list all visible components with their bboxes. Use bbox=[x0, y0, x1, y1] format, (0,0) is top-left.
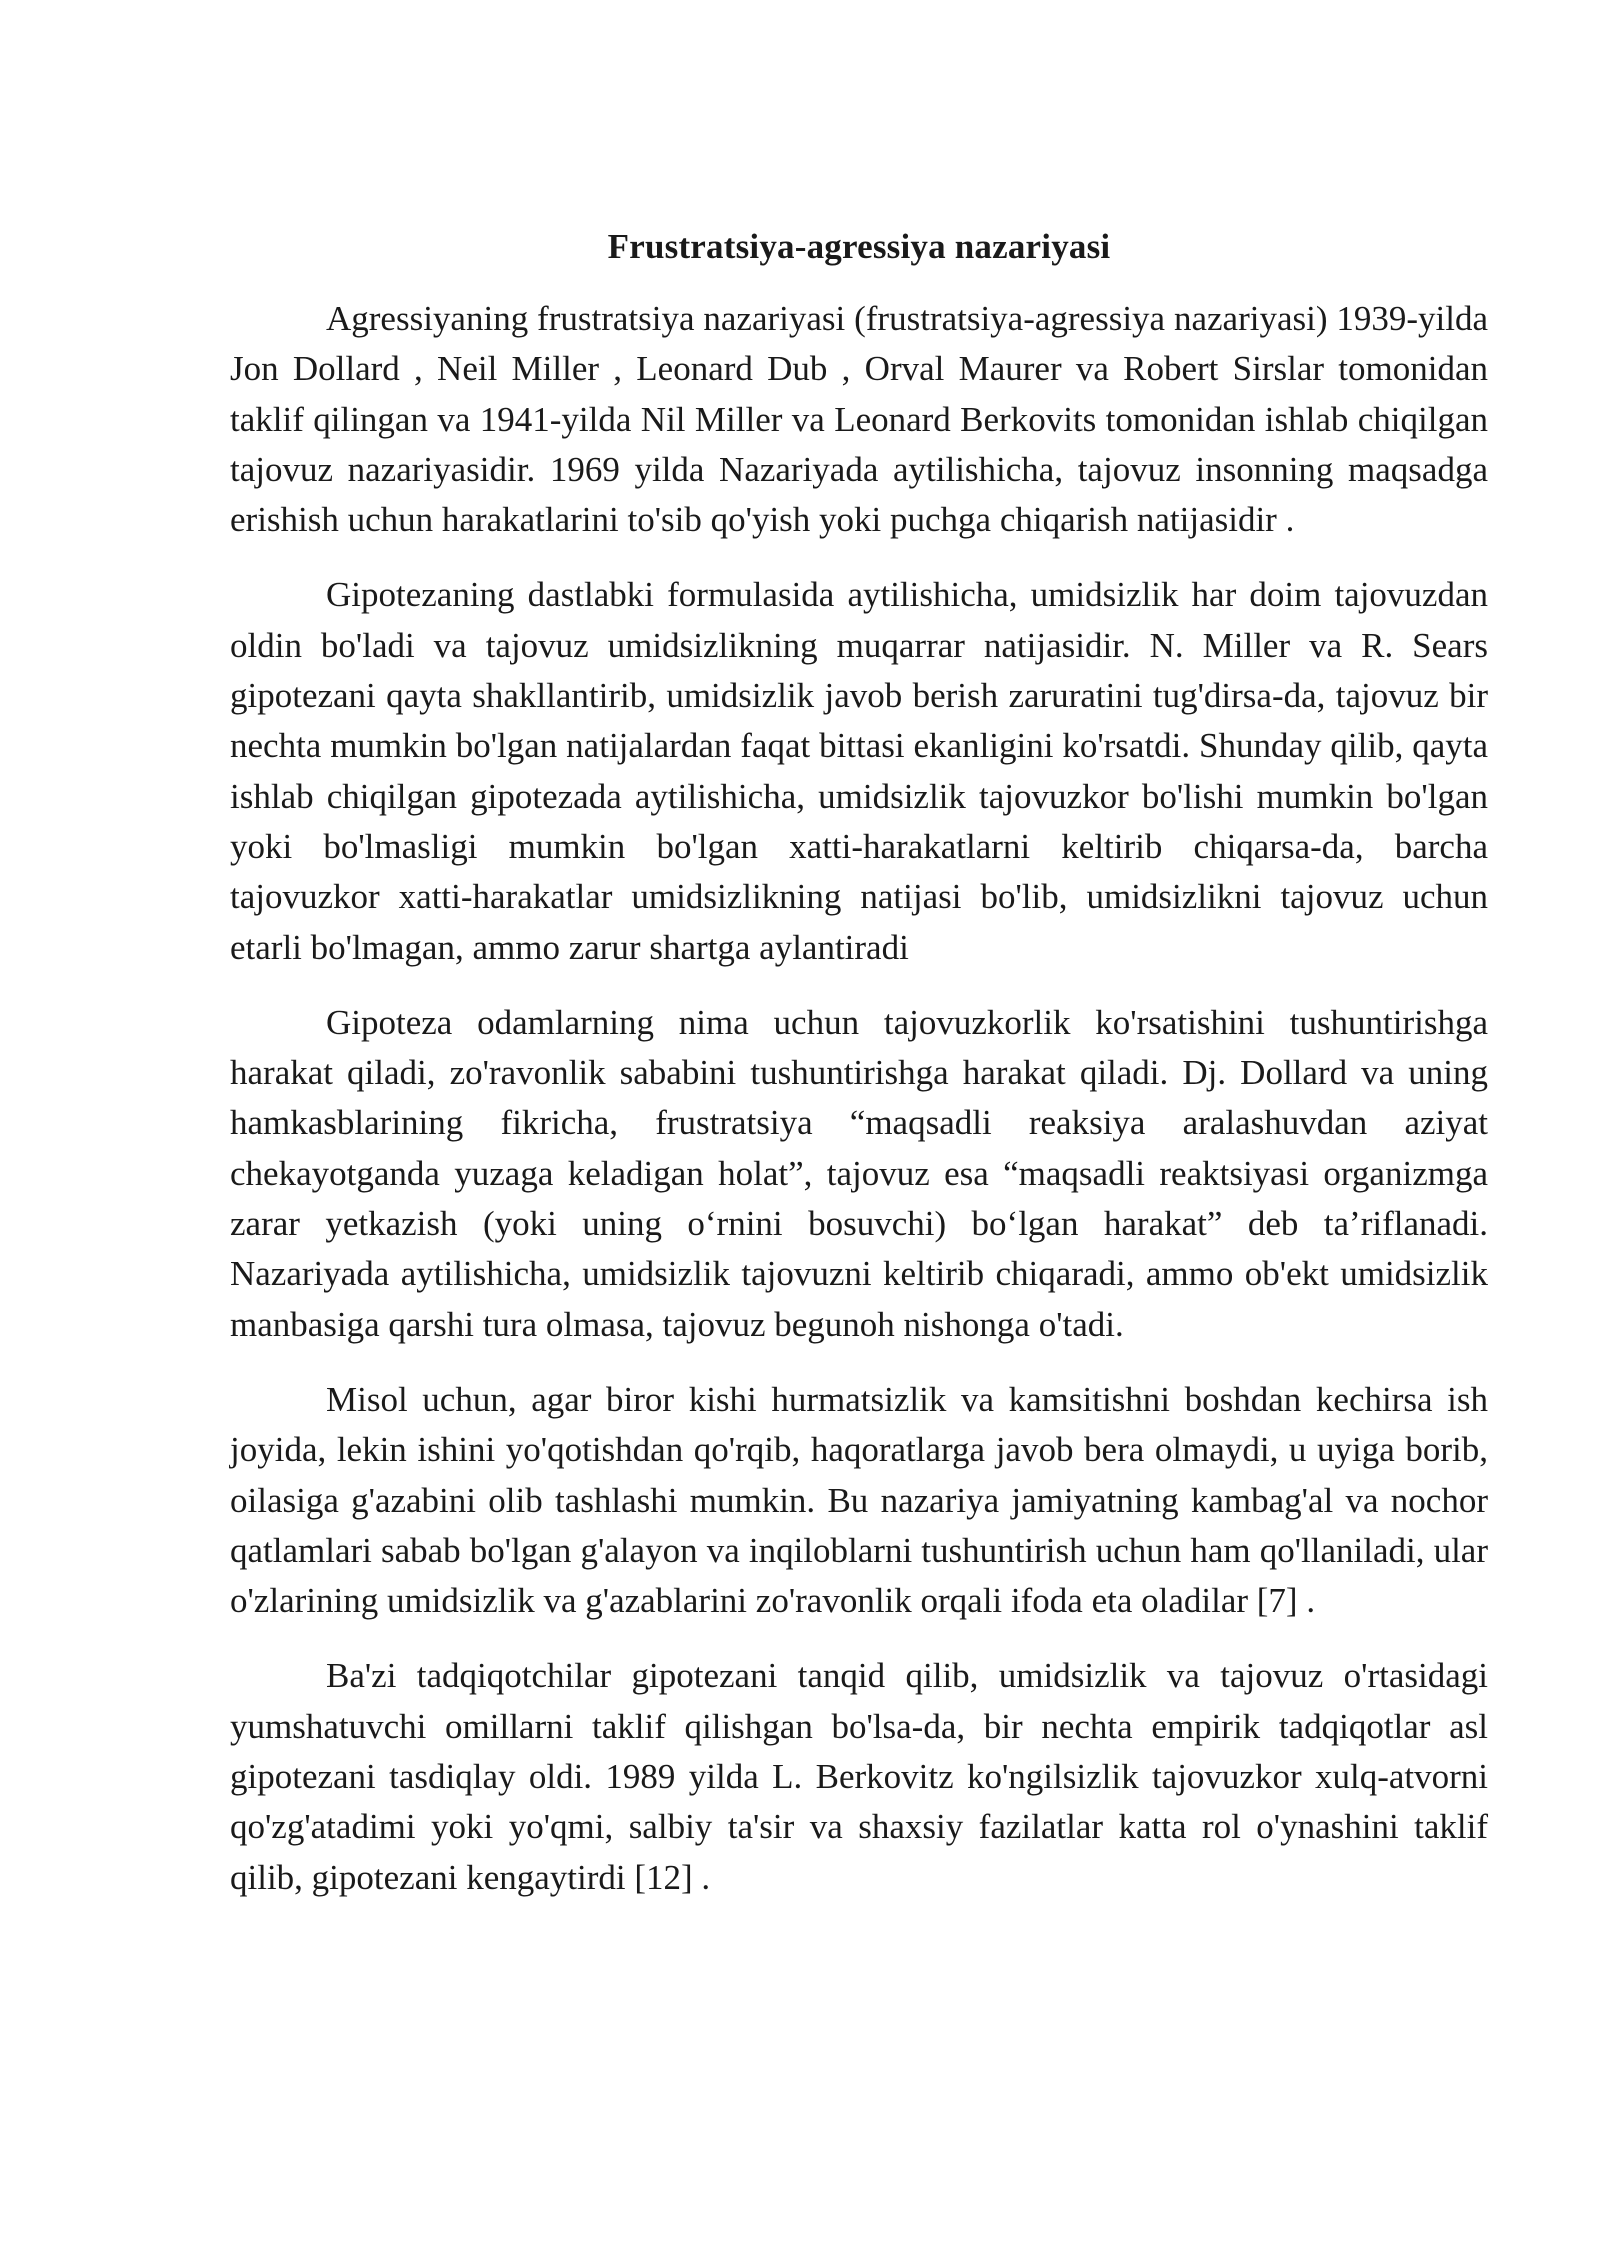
document-title: Frustratsiya-agressiya nazariyasi bbox=[607, 227, 1111, 266]
document-body bbox=[230, 222, 1488, 1928]
paragraph-2: Gipotezaning dastlabki formulasida aytilishicha, umidsizlik har doim tajovuzdan oldin bo'ladi va tajovuz umidsizlikning muqarrar natijasidir. N. Miller va R. Sears gipotezani qayta shakllantirib, umidsizlik javob berish zaruratini tug'dirsa-da, tajovuz bir nechta mumkin bo'lgan natijalardan faqat bittasi ekanligini ko'rsatdi. Shunday qilib, qayta ishlab chiqilgan gipotezada aytilishicha, umidsizlik tajovuzkor bo'lishi mumkin bo'lgan yoki bo'lmasligi mumkin bo'lgan xatti-harakatlarni keltirib chiqarsa-da, barcha tajovuzkor xatti-harakatlar umidsizlikning natijasi bo'lib, umidsizlikni tajovuz uchun etarli bo'lmagan, ammo zarur shartga aylantiradi bbox=[230, 575, 1488, 967]
paragraph-3: Gipoteza odamlarning nima uchun tajovuzkorlik ko'rsatishini tushuntirishga harakat qiladi, zo'ravonlik sababini tushuntirishga harakat qiladi. Dj. Dollard va uning hamkasblarining fikricha, frustratsiya “maqsadli reaksiya aralashuvdan aziyat chekayotganda yuzaga keladigan holat”, tajovuz esa “maqsadli reaktsiyasi organizmga zarar yetkazish (yoki uning o‘rnini bosuvchi) bo‘lgan harakat” deb ta’riflanadi. Nazariyada aytilishicha, umidsizlik tajovuzni keltirib chiqaradi, ammo ob'ekt umidsizlik manbasiga qarshi tura olmasa, tajovuz begunoh nishonga o'tadi. bbox=[230, 1002, 1488, 1344]
paragraph-4: Misol uchun, agar biror kishi hurmatsizlik va kamsitishni boshdan kechirsa ish joyida, lekin ishini yo'qotishdan qo'rqib, haqoratlarga javob bera olmaydi, u uyiga borib, oilasiga g'azabini olib tashlashi mumkin. Bu nazariya jamiyatning kambag'al va nochor qatlamlari sabab bo'lgan g'alayon va inqiloblarni tushuntirish uchun ham qo'llaniladi, ular o'zlarining umidsizlik va g'azablarini zo'ravonlik orqali ifoda eta oladilar [7] . bbox=[230, 1379, 1488, 1621]
paragraph-5: Ba'zi tadqiqotchilar gipotezani tanqid qilib, umidsizlik va tajovuz o'rtasidagi yumshatuvchi omillarni taklif qilishgan bo'lsa-da, bir nechta empirik tadqiqotlar asl gipotezani tasdiqlay oldi. 1989 yilda L. Berkovitz ko'ngilsizlik tajovuzkor xulq-atvorni qo'zg'atadimi yoki yo'qmi, salbiy ta'sir va shaxsiy fazilatlar katta rol o'ynashini taklif qilib, gipotezani kengaytirdi [12] . bbox=[230, 1656, 1488, 1897]
paragraph-1: Agressiyaning frustratsiya nazariyasi (frustratsiya-agressiya nazariyasi) 1939-yilda Jon Dollard , Neil Miller , Leonard Dub , Orval Maurer va Robert Sirslar tomonidan taklif qilingan va 1941-yilda Nil Miller va Leonard Berkovits tomonidan ishlab chiqilgan tajovuz nazariyasidir. 1969 yilda Nazariyada aytilishicha, tajovuz insonning maqsadga erishish uchun harakatlarini to'sib qo'yish yoki puchga chiqarish natijasidir . bbox=[230, 299, 1488, 540]
